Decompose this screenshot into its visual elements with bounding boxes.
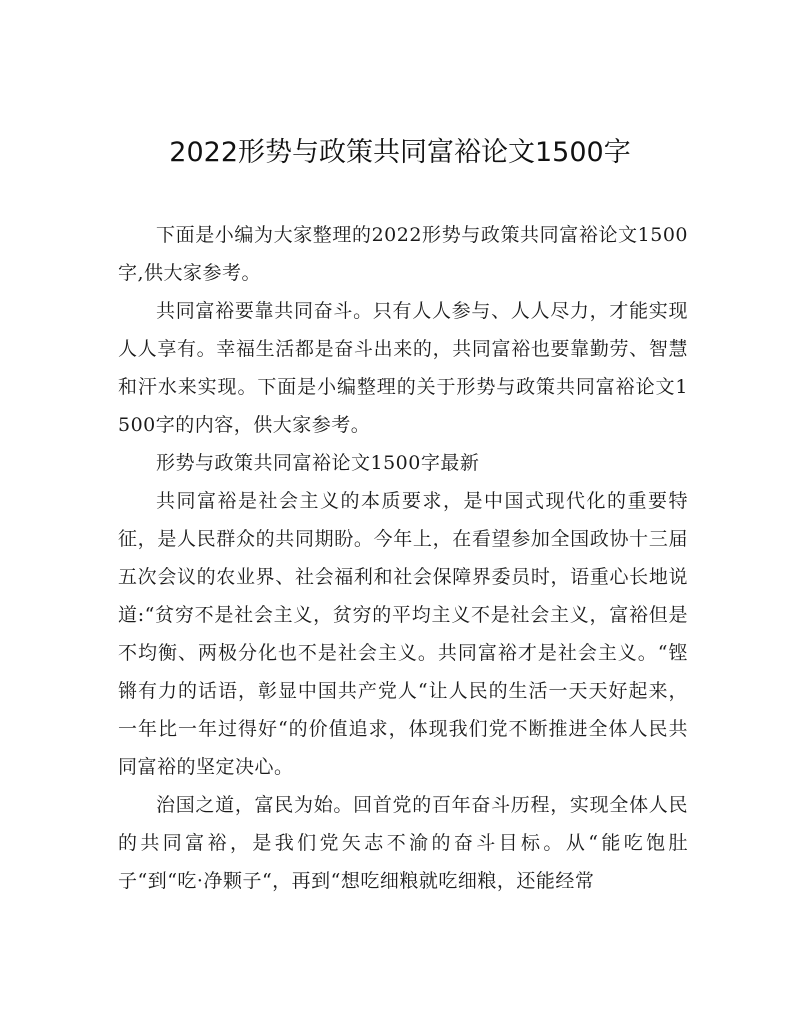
section-heading: 形势与政策共同富裕论文1500字最新 xyxy=(156,452,480,474)
document-body xyxy=(118,216,688,900)
paragraph-intro: 下面是小编为大家整理的2022形势与政策共同富裕论文1500字,供大家参考。 xyxy=(118,224,688,284)
paragraph-body-1: 共同富裕是社会主义的本质要求，是中国式现代化的重要特征，是人民群众的共同期盼。今年上，在看望参加全国政协十三届五次会议的农业界、社会福利和社会保障界委员时，语重心长地说道:“贫穷不是社会主义，贫穷的平均主义不是社会主义，富裕但是不均衡、两极分化也不是社会主义。共同富裕才是社会主义。“铿锵有力的话语，彰显中国共产党人“让人民的生活一天天好起来，一年比一年过得好“的价值追求，体现我们党不断推进全体人民共同富裕的坚定决心。 xyxy=(118,490,688,778)
paragraph-body-2: 治国之道，富民为始。回首党的百年奋斗历程，实现全体人民的共同富裕，是我们党矢志不渝的奋斗目标。从“能吃饱肚子“到“吃·净颗子“，再到“想吃细粮就吃细粮，还能经常 xyxy=(118,794,688,892)
paragraph-summary: 共同富裕要靠共同奋斗。只有人人参与、人人尽力，才能实现人人享有。幸福生活都是奋斗出来的，共同富裕也要靠勤劳、智慧和汗水来实现。下面是小编整理的关于形势与政策共同富裕论文1500字的内容，供大家参考。 xyxy=(118,300,688,436)
document-title: 2022形势与政策共同富裕论文1500字 xyxy=(169,137,631,168)
